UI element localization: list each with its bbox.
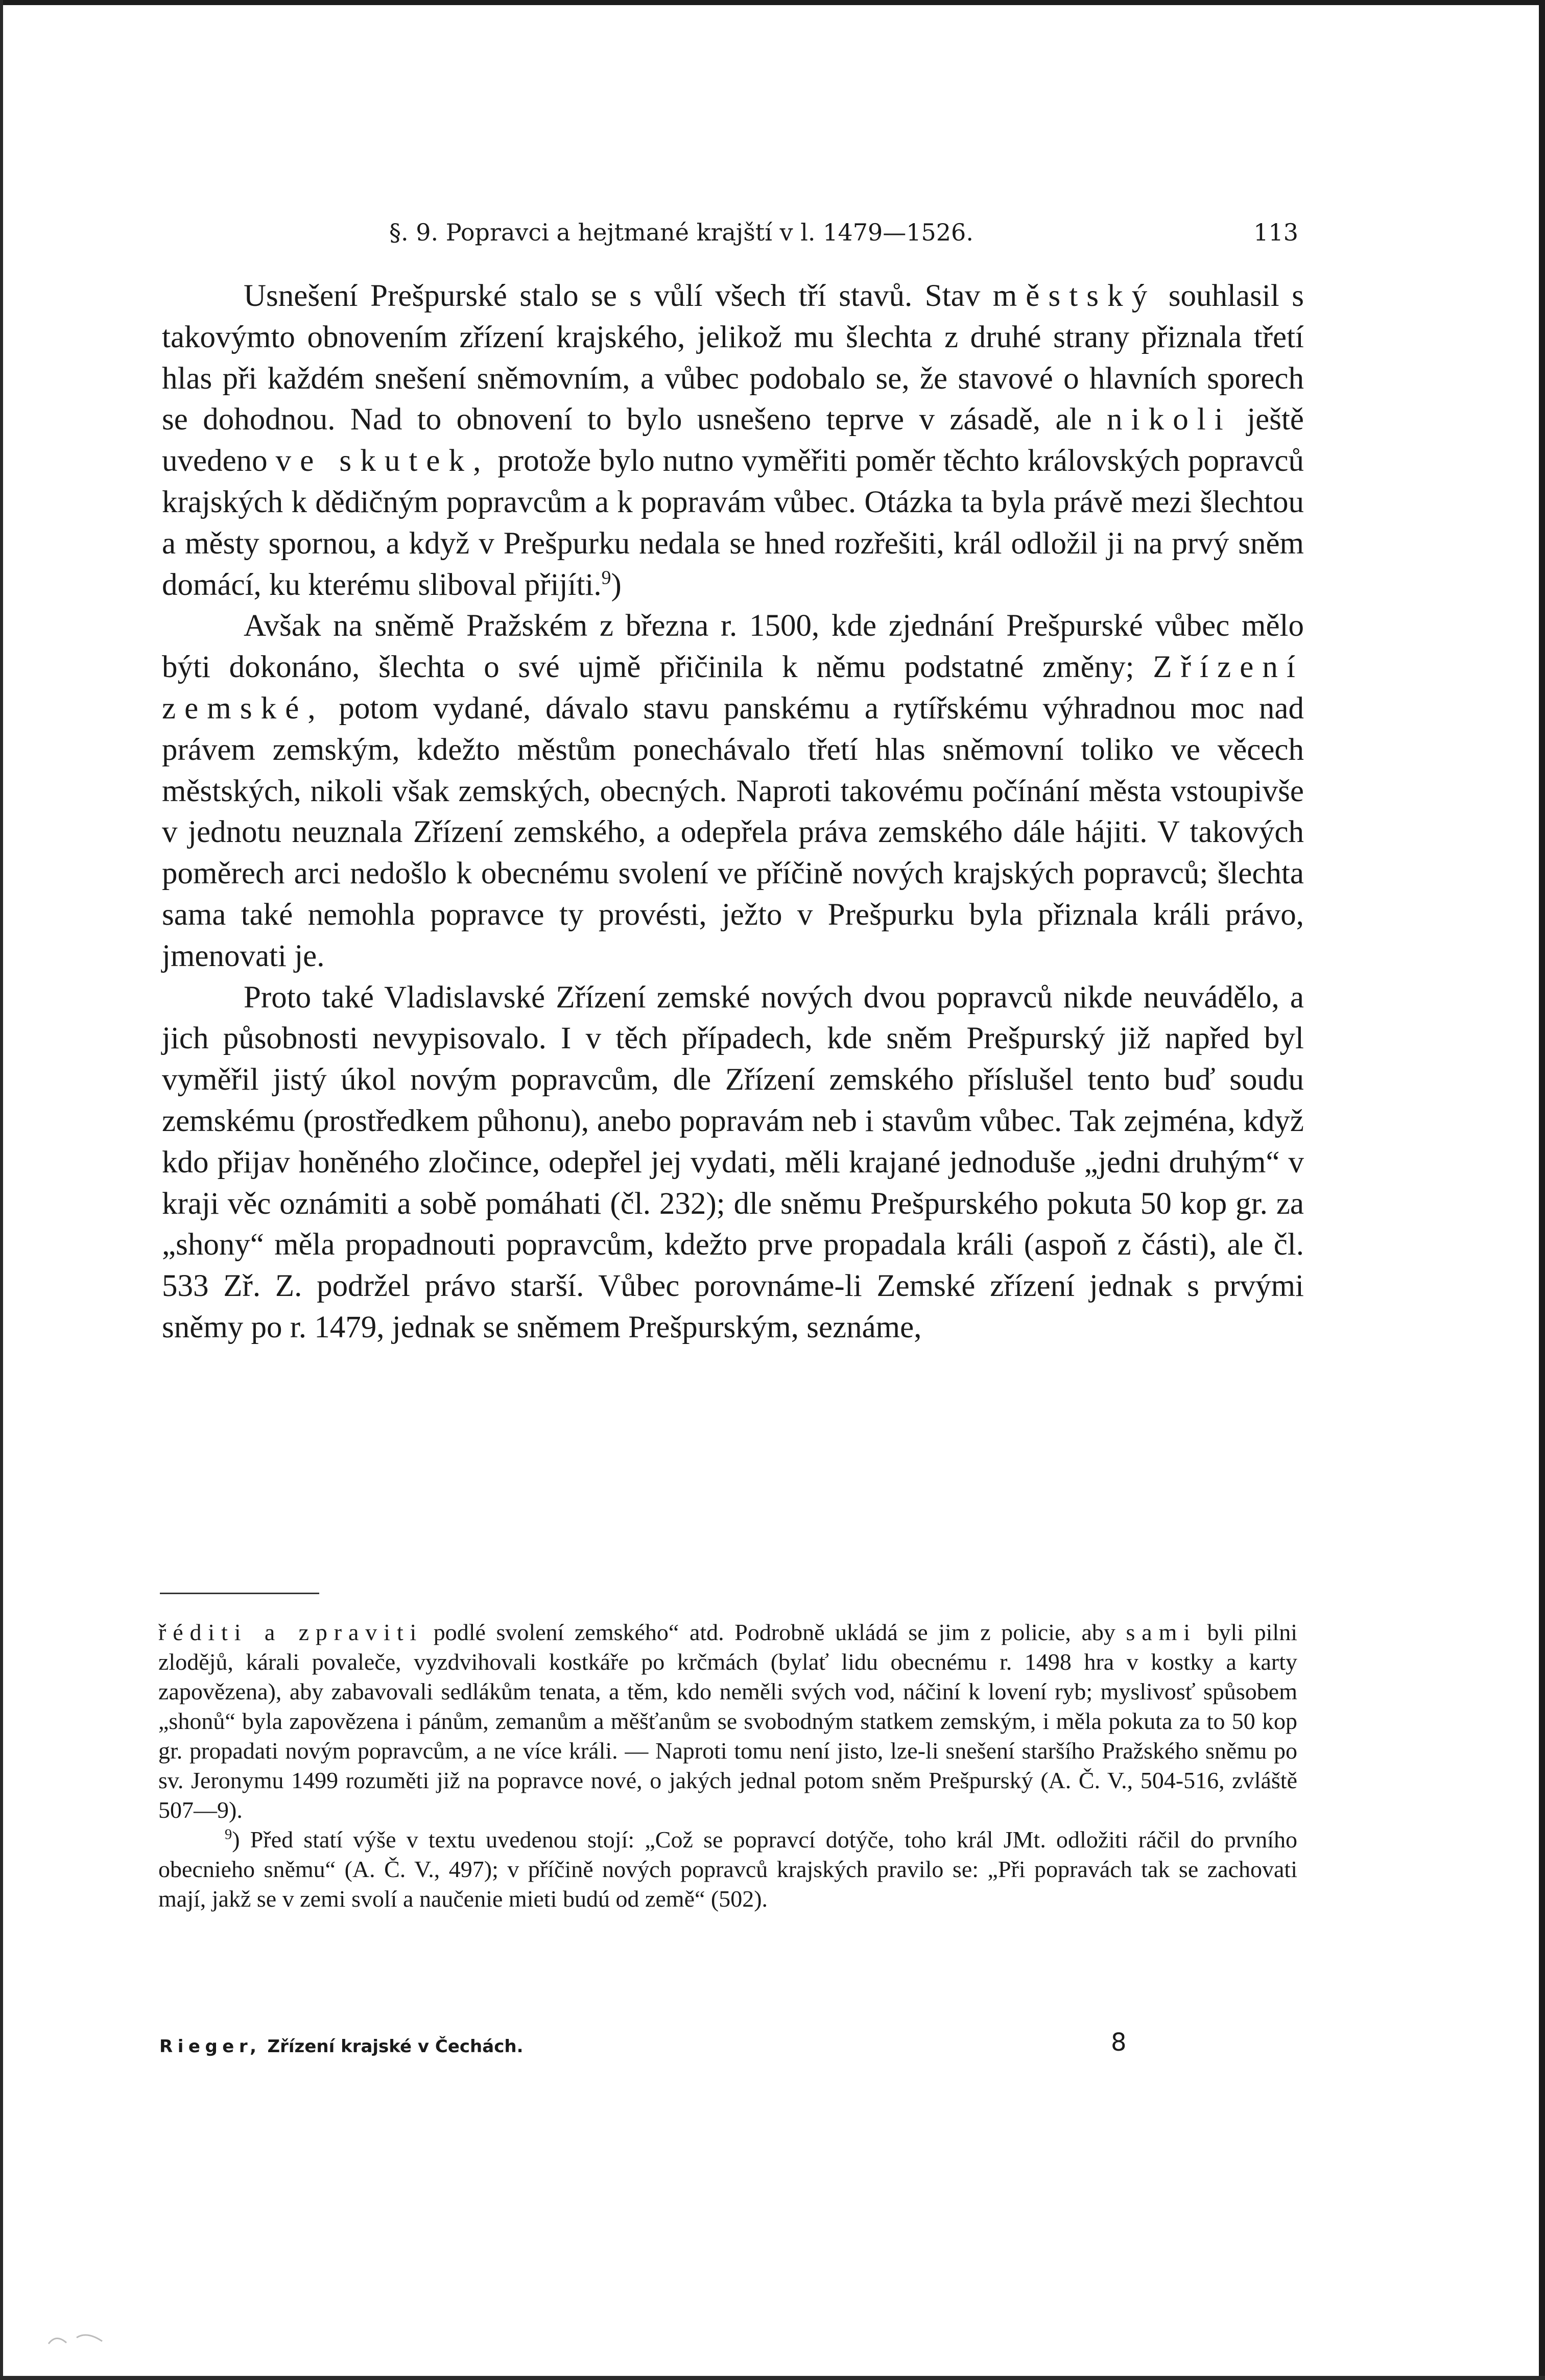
- scan-border-bottom: [0, 2376, 1545, 2380]
- text-run: Usnešení Prešpurské stalo se s vůlí všech tří stavů. Stav: [244, 279, 993, 313]
- text-run: podlé svolení zemského“ atd. Podrobně ukládá se jim z policie, aby: [423, 1619, 1126, 1645]
- text-run: ) Před statí výše v textu uvedenou stojí: „Což se popravcí dotýče, toho král JMt. odložiti ráčil do prvního obecnieho sněmu“ (A. Č. V., 497); v příčině nových popravců krajských pravilo se: „Při popravách tak se zachovati mají, jakž se v zemi svolí a naučenie mieti budú od země“ (502).: [158, 1826, 1297, 1912]
- spaced-emphasis: řéditi a zpraviti: [158, 1619, 423, 1645]
- text-run: byli pilni zlodějů, kárali povaleče, vyzdvihovali kostkáře po krčmách (bylať lidu obecnému r. 1498 hra v kostky a karty zapovězena), aby zabavovali sedlákům tenata, a těm, kdo neměli svých vod, náčiní k lovení ryb; myslivosť spůsobem „shonů“ byla zapovězena i pánům, zemanům a měšťanům se svobodným statkem zemským, i měla pokuta za to 50 kop gr. propadati novým popravcům, a ne více králi. — Naproti tomu není jisto, lze-li snešení staršího Pražského sněmu po sv. Jeronymu 1499 rozuměti již na popravce nové, o jakých jednal potom sněm Prešpurský (A. Č. V., 504-516, zvláště 507—9).: [158, 1619, 1297, 1823]
- text-run: Avšak na sněmě Pražském z března r. 1500, kde zjednání Prešpurské vůbec mělo býti dokonáno, šlechta o své ujmě přičinila k němu podstatné změny;: [162, 609, 1304, 685]
- signature-title: Zřízení krajské v Čechách.: [261, 2036, 524, 2057]
- scan-artifact-icon: [46, 2328, 107, 2349]
- footnote-ref: 9: [601, 567, 611, 589]
- printer-signature: [159, 2035, 523, 2058]
- sheet-number: 8: [1111, 2028, 1127, 2057]
- spaced-emphasis: sami: [1126, 1619, 1197, 1645]
- footnote-continued: [158, 1618, 1297, 1825]
- scan-border-left: [0, 0, 3, 2380]
- spaced-emphasis: nikoli: [1107, 402, 1232, 437]
- running-title: §. 9. Popravci a hejtmané krajští v l. 1479—1526.: [389, 219, 973, 246]
- footnote-divider: [160, 1593, 319, 1594]
- page-number: 113: [1253, 219, 1298, 246]
- scan-border-right: [1539, 0, 1545, 2380]
- main-text: [162, 276, 1304, 1349]
- signature-author: Rieger,: [159, 2036, 262, 2057]
- spaced-emphasis: městský: [992, 279, 1156, 313]
- paragraph-1: [162, 276, 1304, 606]
- text-run: ): [611, 567, 622, 602]
- scan-border-top: [0, 0, 1545, 5]
- footnotes: [158, 1618, 1297, 1914]
- footnote-9: [158, 1825, 1297, 1914]
- text-run: protože bylo nutno vyměřiti poměr těchto královských popravců krajských k dědičným popravcům a k popravám vůbec. Otázka ta byla právě mezi šlechtou a městy spornou, a když v Prešpurku nedala se hned rozřešiti, král odložil ji na prvý sněm domácí, ku kterému sliboval přijíti.: [162, 444, 1304, 602]
- footnote-mark: 9: [225, 1826, 232, 1843]
- paragraph-2: [162, 606, 1304, 977]
- text-run: ještě uvedeno: [162, 402, 1304, 478]
- paragraph-3: Proto také Vladislavské Zřízení zemské nových dvou popravců nikde neuvádělo, a jich působnosti nevypisovalo. I v těch případech, kde sněm Prešpurský již napřed byl vyměřil jistý úkol novým popravcům, dle Zřízení zemského příslušel tento buď soudu zemskému (prostředkem půhonu), anebo popravám neb i stavům vůbec. Tak zejména, když kdo přijav honěného zločince, odepřel jej vydati, měli krajané jednoduše „jedni druhým“ v kraji věc oznámiti a sobě pomáhati (čl. 232); dle sněmu Prešpurského pokuta 50 kop gr. za „shony“ měla propadnouti popravcům, kdežto prve propadala králi (aspoň z části), ale čl. 533 Zř. Z. podržel právo starší. Vůbec porovnáme-li Zemské zřízení jednak s prvými sněmy po r. 1479, jednak se sněmem Prešpurským, seznáme,: [162, 980, 1304, 1344]
- text-run: potom vydané, dávalo stavu panskému a rytířskému výhradnou moc nad právem zemským, kdežto městům ponechávalo třetí hlas sněmovní toliko ve věcech městských, nikoli však zemských, obecných. Naproti takovému počínání města vstoupivše v jednotu neuznala Zřízení zemského, a odepřela práva zemského dále hájiti. V takových poměrech arci nedošlo k obecnému svolení ve příčině nových krajských popravců; šlechta sama také nemohla popravce ty provésti, ježto v Prešpurku byla přiznala králi právo, jmenovati je.: [162, 691, 1304, 973]
- spaced-emphasis: Zřízení zemské,: [162, 650, 1304, 726]
- spaced-emphasis: ve skutek,: [275, 444, 490, 478]
- text-run: souhlasil s takovýmto obnovením zřízení krajského, jelikož mu šlechta z druhé strany přiznala třetí hlas při každém snešení sněmovním, a vůbec podobalo se, že stavové o hlavních sporech se dohodnou. Nad to obnovení to bylo usnešeno teprve v zásadě, ale: [162, 279, 1304, 437]
